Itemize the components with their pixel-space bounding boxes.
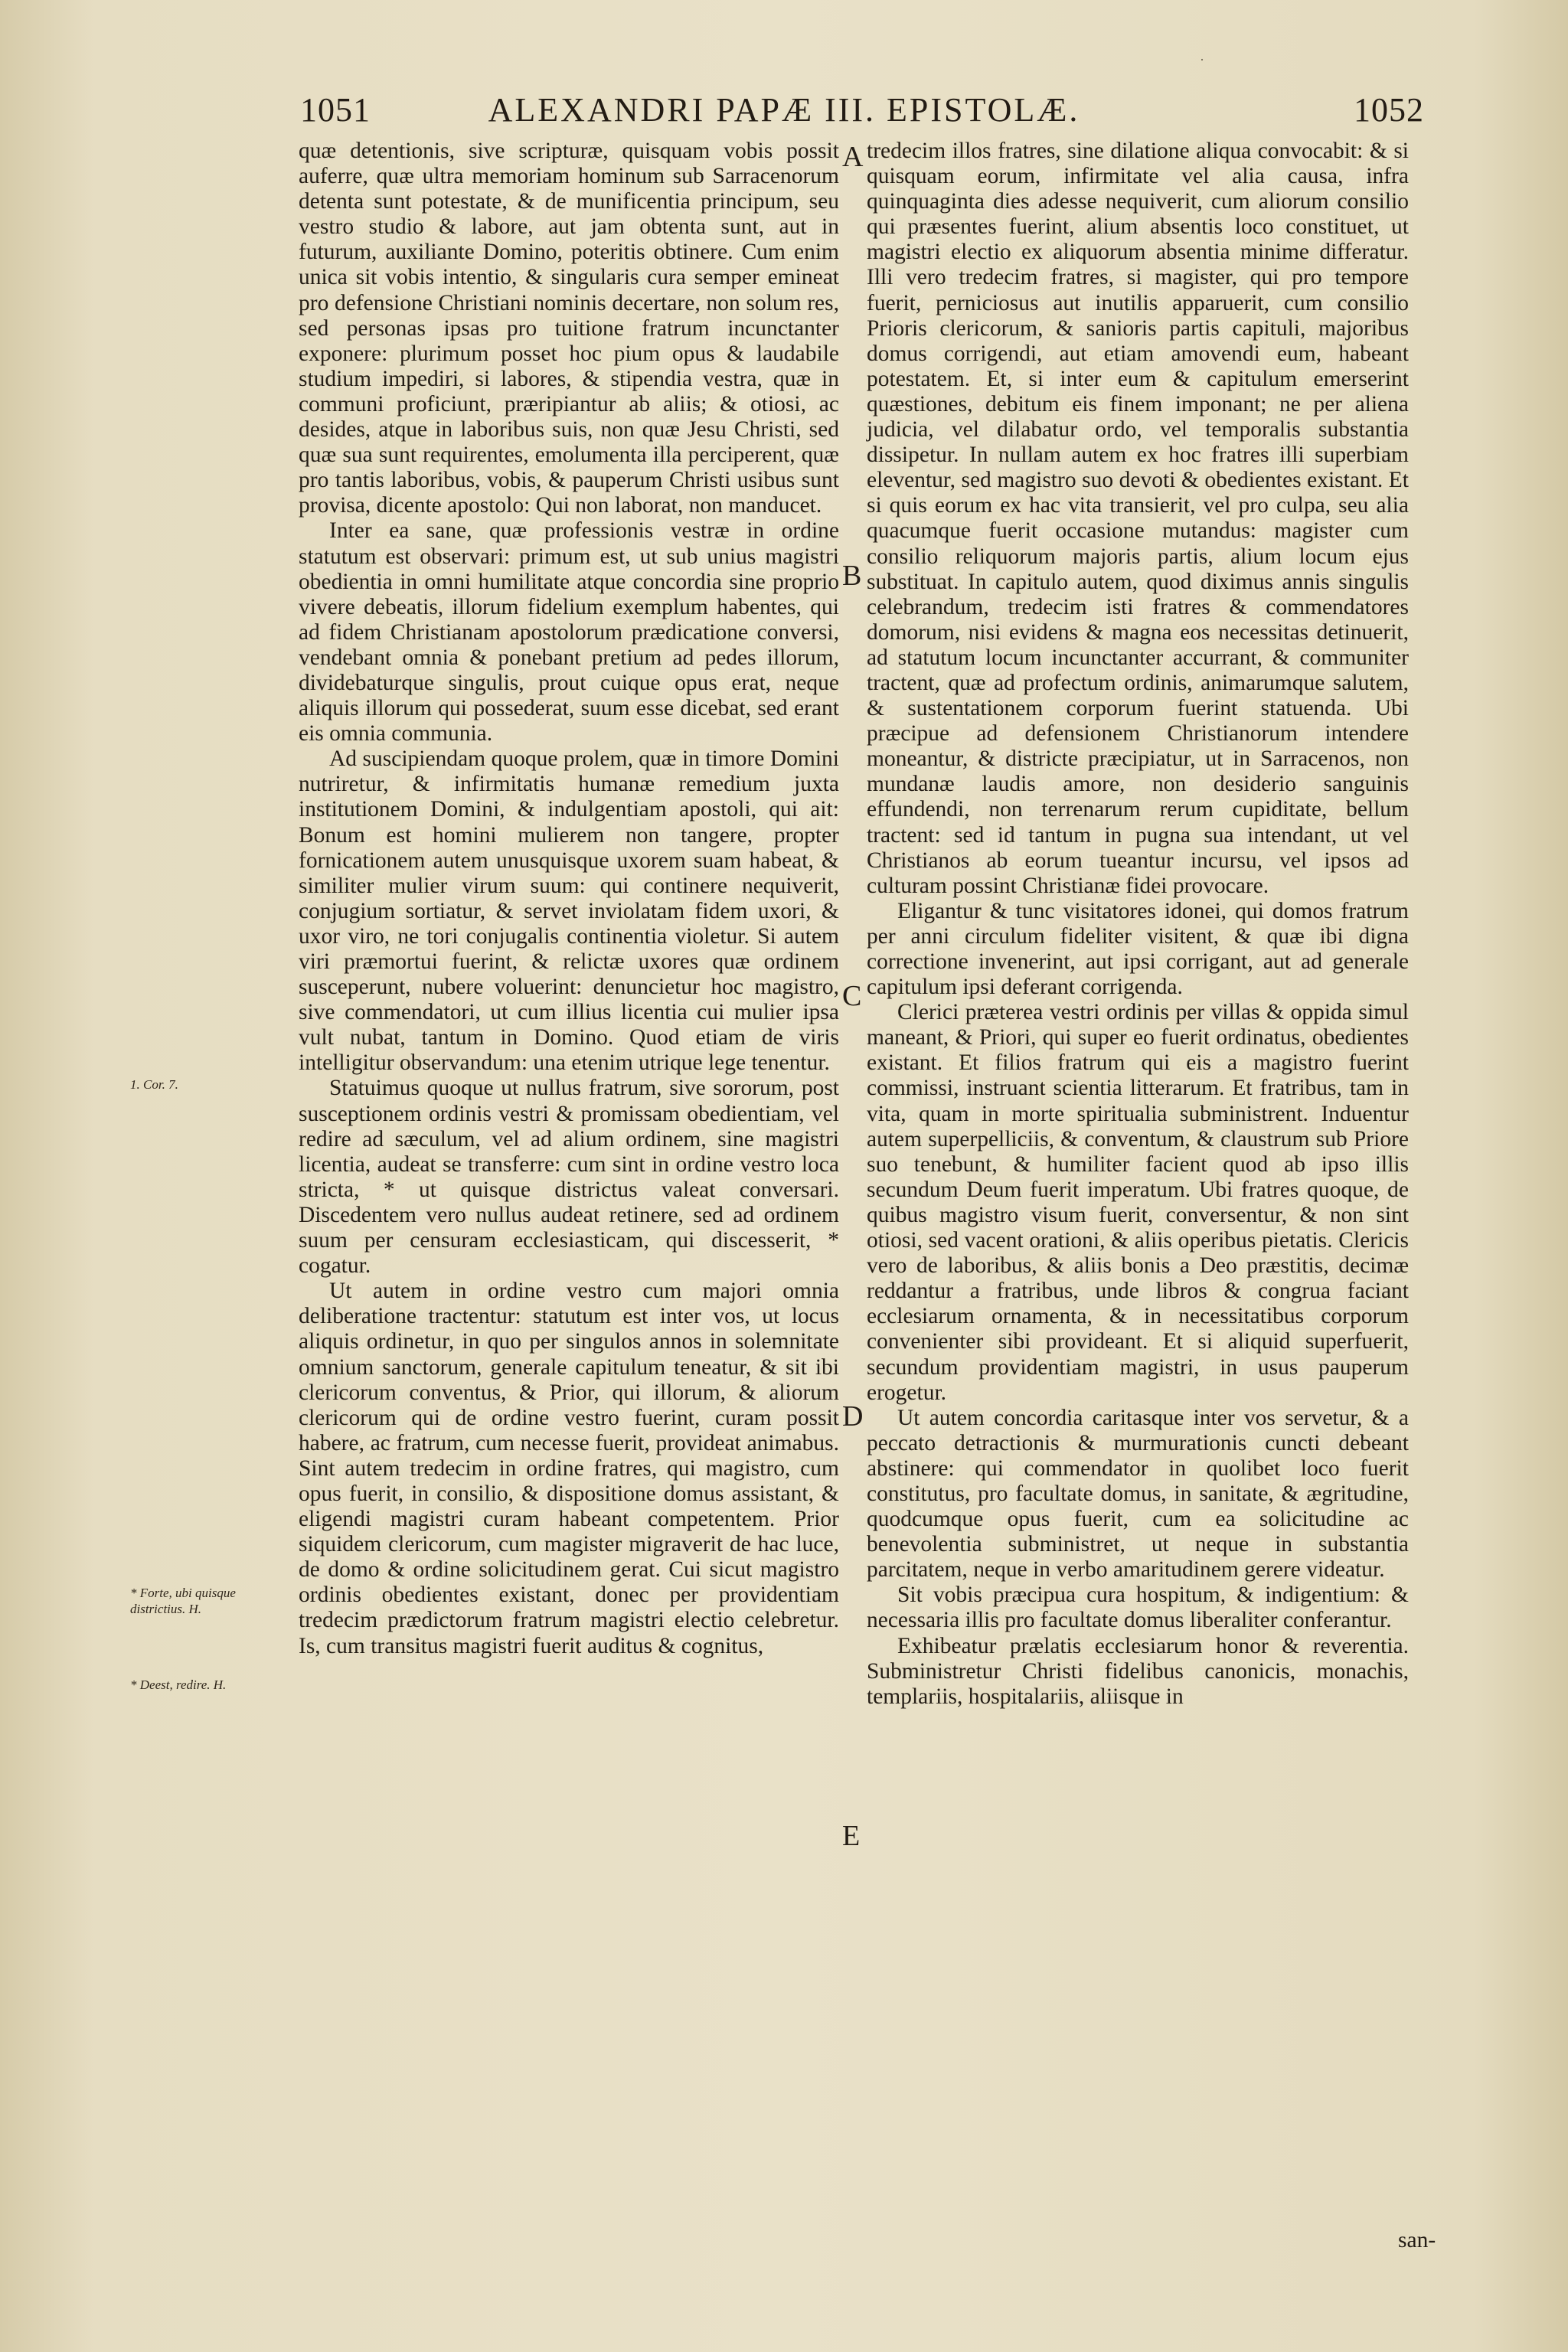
paragraph: Statuimus quoque ut nullus fratrum, sive sororum, post susceptionem ordinis vestri & promissam obedientiam, vel redire ad sæculum, vel ad alium ordinem, sine magistri licentia, audeat se transferre: cum sint in ordine vestro loca stricta, * ut quisque districtus valeat conversari. Discedentem vero nullus audeat retinere, sed ad ordinem suum per censuram ecclesiasticam, qui discesserit, * cogatur. [299,1076,839,1279]
catchword: san- [1398,2228,1436,2252]
section-marker-d: D [842,1400,864,1432]
paragraph: Inter ea sane, quæ professionis vestræ in ordine statutum est observari: primum est, ut sub unius magistri obedientia in omni humilitate atque concordia sine proprio vivere debeatis, illorum fidelium exemplum habentes, qui ad fidem Christianam apostolorum prædicatione conversi, vendebant omnia & ponebant pretium ad pedes illorum, dividebaturque singulis, prout cuique opus erat, neque aliquis illorum qui possederat, suum esse dicebat, sed erant eis omnia communia. [299,518,839,746]
page-number-right: 1052 [1354,91,1424,129]
section-marker-b: B [842,560,862,592]
margin-note-variant: * Forte, ubi quisque districtius. H. [130,1586,236,1616]
section-marker-c: C [842,980,862,1012]
text-column-left [299,139,839,1659]
paragraph: quæ detentionis, sive scripturæ, quisquam vobis possit auferre, quæ ultra memoriam hominum sub Sarracenorum detenta sunt potestate, & de munificentia principum, seu vestro studio & labore, aut jam obtenta sunt, aut in futurum, auxiliante Domino, poteritis obtinere. Cum enim unica sit vobis intentio, & singularis cura semper emineat pro defensione Christiani nominis decertare, non solum res, sed personas ipsas pro tuitione fratrum incunctanter exponere: plurimum posset hoc pium opus & laudabile studium impediri, si labores, & stipendia vestra, quæ in communi proficiunt, præripiantur ab aliis; & otiosi, ac desides, atque in laboribus suis, non quæ Jesu Christi, sed quæ sua sunt requirentes, emolumenta illa perciperent, quæ pro tantis laboribus, vobis, & pauperum Christi usibus sunt provisa, dicente apostolo: Qui non laborat, non manducet. [299,139,839,518]
paragraph: Clerici præterea vestri ordinis per villas & oppida simul maneant, & Priori, qui super eo fuerit ordinatus, obedientes existant. Et filios fratrum qui eis a magistro fuerint commissi, instruant scientia litterarum. Et fratribus, tam in vita, quam in morte spiritualia subministrent. Induentur autem superpelliciis, & conventum, & claustrum sub Priore suo tenebunt, & humiliter facient quod ab ipso illis secundum Deum fuerit imperatum. Ubi fratres quoque, de quibus magistro visum fuerit, conversentur, & non sint otiosi, sed vacent orationi, & aliis operibus pietatis. Clericis vero de laboribus, & aliis bonis a Deo præstitis, decimæ reddantur a fratribus, unde libros & congrua faciant ecclesiarum ornamenta, & in necessitatibus corporum convenienter sibi provideant. Et si aliquid superfuerit, secundum providentiam magistri, in usus pauperum erogetur. [867,1000,1409,1405]
paragraph: Ad suscipiendam quoque prolem, quæ in timore Domini nutriretur, & infirmitatis humanæ remedium juxta institutionem Domini, & indulgentiam apostoli, qui ait: Bonum est homini mulierem non tangere, propter fornicationem autem unusquisque uxorem suam habeat, & similiter mulier virum suum: qui continere nequiverit, conjugium sortiatur, & servet inviolatam fidem uxori, & uxor viro, ne tori conjugalis continentia violetur. Si autem viri præmortui fuerint, & relictæ uxores quæ ordinem susceperunt, nubere voluerint: denuncietur hoc magistro, sive commendatori, ut cum illius licentia cui mulier ipsa vult nubat, tantum in Domino. Quod etiam de viris intelligitur observandum: una etenim utrique lege tenentur. [299,746,839,1076]
margin-note-reference: 1. Cor. 7. [130,1077,178,1092]
paragraph: Ut autem concordia caritasque inter vos servetur, & a peccato detractionis & murmurationis cuncti debeant abstinere: qui commendator in quolibet loco fuerit constitutus, pro facultate domus, in sanitate, & ægritudine, quodcumque opus fuerit, cum ea solicitudine ac benevolentia subministret, ut neque in substantia parcitatem, neque in verbo amaritudinem gerere videatur. [867,1405,1409,1583]
section-marker-e: E [842,1820,861,1852]
paragraph: Eligantur & tunc visitatores idonei, qui domos fratrum per anni circulum fideliter visitent, & quæ ibi digna correctione invenerint, aut ipsi corrigant, aut ad generale capitulum ipsi deferant corrigenda. [867,898,1409,1000]
paragraph: Ut autem in ordine vestro cum majori omnia deliberatione tractentur: statutum est inter vos, ut locus aliquis ordinetur, in quo per singulos annos in solemnitate omnium sanctorum, generale capitulum teneatur, & sit ibi clericorum conventus, & Prior, qui illorum, & aliorum clericorum qui de ordine vestro fuerint, curam possit habere, ac fratrum, cum necesse fuerit, provideat animabus. Sint autem tredecim in ordine fratres, qui magistro, cum opus fuerit, in consilio, & dispositione domus assistant, & eligendi magistri curam habeant competentem. Prior siquidem clericorum, cum magister migraverit de hac luce, de domo & ordine solicitudinem gerat. Cui sicut magistro ordinis obedientes existant, donec per providentiam tredecim prædictorum fratrum magistri electio celebretur. Is, cum transitus magistri fuerit auditus & cognitus, [299,1279,839,1658]
paragraph: Sit vobis præcipua cura hospitum, & indigentium: & necessaria illis pro facultate domus liberaliter conferantur. [867,1583,1409,1633]
text-column-right [867,139,1409,1710]
paragraph: tredecim illos fratres, sine dilatione aliqua convocabit: & si quisquam eorum, infirmitate vel alia causa, infra quinquaginta dies adesse nequiverit, cum aliorum consilio qui præsentes fuerint, alium absentis loco constituet, ut magistri electio ex aliquorum absentia minime differatur. Illi vero tredecim fratres, si magister, qui pro tempore fuerit, perniciosus aut inutilis apparuerit, cum consilio Prioris clericorum, & sanioris partis capituli, majoribus domus corrigendi, aut etiam amovendi eum, habeant potestatem. Et, si inter eum & capitulum emerserint quæstiones, debitum eis finem imponant; ne per aliena judicia, vel dilabatur ordo, vel temporalis substantia dissipetur. In nullam autem ex hoc fratres illi superbiam eleventur, sed magistro suo devoti & obedientes existant. Et si quis eorum ex hac vita transierit, vel pro culpa, seu alia quacumque fuerit occasione mutandus: magister cum consilio reliquorum majoris partis, alium locum ejus substituat. In capitulo autem, quod diximus annis singulis celebrandum, tredecim isti fratres & commendatores domorum, nisi evidens & magna eos necessitas detinuerit, ad statutum locum incunctanter accurrant, & communiter tractent, quæ ad profectum ordinis, animarumque salutem, & sustentationem corporum fuerint statuenda. Ubi præcipue ad defensionem Christianorum intendere moneantur, & districte præcipiatur, ut in Sarracenos, non mundanæ laudis amore, non desiderio sanguinis effundendi, non terrenarum rerum cupiditate, bellum tractent: sed id tantum in pugna sua intendant, ut vel Christianos ab eorum tueantur incursu, vel ipsos ad culturam possint Christianæ fidei provocare. [867,139,1409,898]
running-header [0,90,1568,136]
running-title: ALEXANDRI PAPÆ III. EPISTOLÆ. [488,91,1080,129]
paragraph: Exhibeatur prælatis ecclesiarum honor & reverentia. Subministretur Christi fidelibus canonicis, monachis, templariis, hospitalariis, aliisque in [867,1633,1409,1709]
paper-speck: · [1200,52,1204,67]
section-marker-a: A [842,141,864,173]
margin-note-variant: * Deest, redire. H. [130,1677,227,1692]
page-number-left: 1051 [300,91,371,129]
